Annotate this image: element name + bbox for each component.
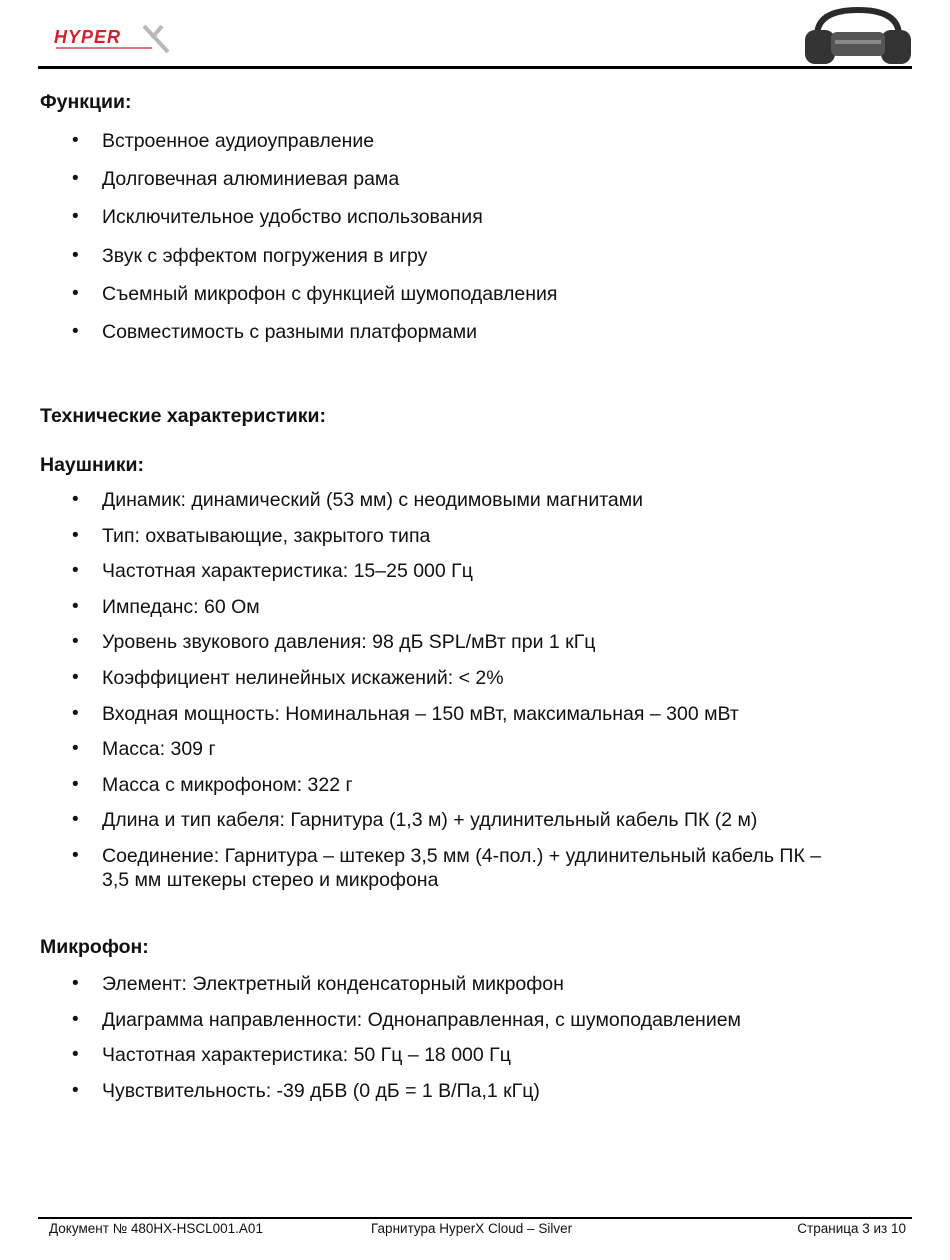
list-item-text: Диаграмма направленности: Однонаправленная, с шумоподавлением (102, 1008, 741, 1031)
list-item (40, 1043, 900, 1067)
list-item (40, 972, 900, 996)
list-item-text: Тип: охватывающие, закрытого типа (102, 524, 431, 547)
footer-product: Гарнитура HyperX Cloud – Silver (371, 1221, 573, 1236)
bullet-icon: • (72, 809, 79, 831)
list-item-text: Элемент: Электретный конденсаторный микрофон (102, 973, 564, 995)
list-item-text: Чувствительность: -39 дБВ (0 дБ = 1 В/Па,1 кГц) (102, 1079, 540, 1102)
list-item-text: Коэффициент нелинейных искажений: < 2% (102, 666, 504, 689)
bullet-icon: • (72, 1008, 79, 1030)
headphones-heading: Наушники: (40, 454, 145, 476)
list-item (40, 129, 900, 153)
list-item (40, 844, 900, 892)
list-item-text: Масса с микрофоном: 322 г (102, 773, 353, 796)
list-item (40, 737, 900, 761)
list-item (40, 282, 900, 306)
bullet-icon: • (72, 282, 79, 304)
header-divider (38, 66, 912, 69)
list-item-text: Импеданс: 60 Ом (102, 595, 260, 618)
list-item (40, 488, 900, 512)
list-item (40, 205, 900, 229)
bullet-icon: • (72, 1079, 79, 1101)
list-item-text: Частотная характеристика: 15–25 000 Гц (102, 560, 473, 583)
microphone-spec-list (40, 972, 900, 1114)
list-item (40, 773, 900, 797)
list-item-text: Съемный микрофон с функцией шумоподавления (102, 282, 558, 305)
list-item (40, 320, 900, 344)
list-item-text: Совместимость с разными платформами (102, 320, 478, 343)
list-item-text: Частотная характеристика: 50 Гц – 18 000 Гц (102, 1044, 511, 1067)
microphone-heading: Микрофон: (40, 936, 149, 958)
list-item (40, 808, 900, 832)
features-list (40, 129, 900, 358)
bullet-icon: • (72, 560, 79, 582)
bullet-icon: • (72, 595, 79, 617)
list-item (40, 666, 900, 690)
bullet-icon: • (72, 666, 79, 688)
bullet-icon: • (72, 320, 79, 342)
bullet-icon: • (72, 489, 79, 510)
list-item (40, 167, 900, 191)
footer-divider (38, 1217, 912, 1219)
bullet-icon: • (72, 973, 79, 994)
list-item (40, 595, 900, 619)
list-item-text: Долговечная алюминиевая рама (102, 168, 400, 191)
bullet-icon: • (72, 130, 79, 151)
bullet-icon: • (72, 702, 79, 724)
bullet-icon: • (72, 738, 79, 760)
list-item-text: Масса: 309 г (102, 738, 216, 761)
list-item (40, 559, 900, 583)
bullet-icon: • (72, 524, 79, 546)
list-item (40, 244, 900, 268)
bullet-icon: • (72, 168, 79, 190)
bullet-icon: • (72, 244, 79, 266)
footer-doc-number: Документ № 480HX-HSCL001.A01 (49, 1221, 263, 1236)
list-item-text: Длина и тип кабеля: Гарнитура (1,3 м) + удлинительный кабель ПК (2 м) (102, 809, 758, 832)
features-heading: Функции: (40, 91, 132, 113)
hyperx-logo (52, 18, 172, 58)
list-item (40, 1008, 900, 1032)
bullet-icon: • (72, 631, 79, 653)
bullet-icon: • (72, 844, 79, 866)
footer-page-number: Страница 3 из 10 (797, 1221, 906, 1236)
list-item-text: Входная мощность: Номинальная – 150 мВт, максимальная – 300 мВт (102, 702, 739, 725)
headphones-spec-list (40, 488, 900, 904)
list-item-text: Исключительное удобство использования (102, 206, 483, 229)
page-header (0, 0, 950, 70)
list-item (40, 630, 900, 654)
svg-text:HYPER: HYPER (54, 27, 122, 47)
list-item (40, 702, 900, 726)
list-item-text: Соединение: Гарнитура – штекер 3,5 мм (4-пол.) + удлинительный кабель ПК – 3,5 мм штекеры стерео и микрофона (102, 844, 822, 891)
list-item-text: Динамик: динамический (53 мм) с неодимовыми магнитами (102, 489, 644, 511)
headset-image (803, 6, 913, 66)
list-item-text: Встроенное аудиоуправление (102, 130, 375, 152)
bullet-icon: • (72, 773, 79, 795)
list-item-text: Звук с эффектом погружения в игру (102, 244, 428, 267)
list-item (40, 1079, 900, 1103)
specs-heading: Технические характеристики: (40, 405, 327, 427)
bullet-icon: • (72, 1044, 79, 1066)
bullet-icon: • (72, 206, 79, 228)
list-item (40, 524, 900, 548)
list-item-text: Уровень звукового давления: 98 дБ SPL/мВт при 1 кГц (102, 631, 596, 654)
